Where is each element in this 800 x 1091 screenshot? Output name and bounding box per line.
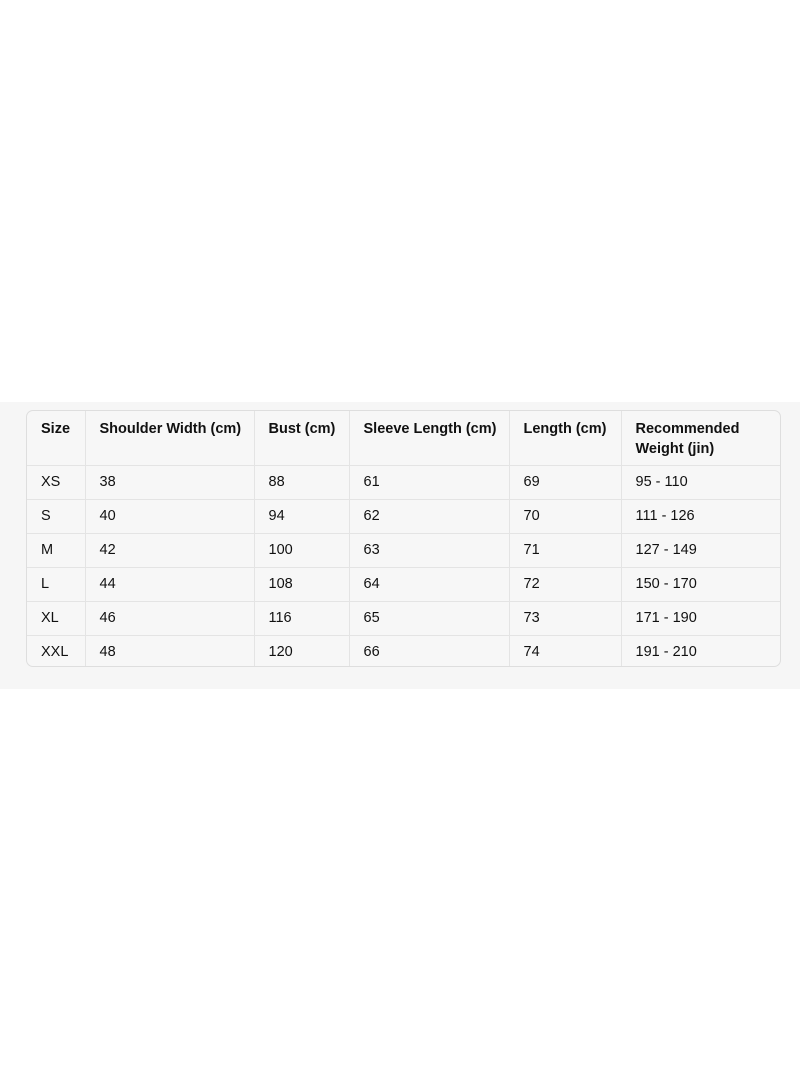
cell-bust: 108	[254, 567, 349, 601]
cell-shoulder-width: 40	[85, 499, 254, 533]
cell-size: XL	[27, 601, 85, 635]
header-bust: Bust (cm)	[254, 411, 349, 465]
cell-length: 71	[509, 533, 621, 567]
header-recommended-weight: Recommended Weight (jin)	[621, 411, 781, 465]
cell-size: XXL	[27, 635, 85, 667]
header-sleeve-length: Sleeve Length (cm)	[349, 411, 509, 465]
cell-bust: 116	[254, 601, 349, 635]
cell-size: M	[27, 533, 85, 567]
table-row	[27, 567, 781, 601]
cell-recommended-weight: 191 - 210	[635, 644, 697, 661]
table-row	[27, 635, 781, 667]
cell-length: 74	[509, 635, 621, 667]
cell-recommended-weight: 95 - 110	[621, 465, 781, 499]
cell-length: 69	[509, 465, 621, 499]
size-chart-table	[27, 411, 781, 667]
size-chart-table-container	[26, 410, 781, 667]
cell-length: 70	[509, 499, 621, 533]
table-row	[27, 499, 781, 533]
cell-recommended-weight: 127 - 149	[621, 533, 781, 567]
cell-shoulder-width: 48	[85, 635, 254, 667]
header-length: Length (cm)	[509, 411, 621, 465]
cell-sleeve-length: 65	[349, 601, 509, 635]
cell-recommended-weight: 171 - 190	[621, 601, 781, 635]
cell-shoulder-width: 42	[85, 533, 254, 567]
cell-size: L	[27, 567, 85, 601]
cell-shoulder-width: 46	[85, 601, 254, 635]
cell-bust: 94	[254, 499, 349, 533]
cell-length: 72	[509, 567, 621, 601]
cell-bust: 100	[254, 533, 349, 567]
cell-sleeve-length: 63	[349, 533, 509, 567]
cell-size: XS	[27, 465, 85, 499]
cell-sleeve-length: 61	[349, 465, 509, 499]
cell-length: 73	[509, 601, 621, 635]
cell-sleeve-length: 64	[349, 567, 509, 601]
cell-sleeve-length: 66	[349, 635, 509, 667]
cell-bust: 88	[254, 465, 349, 499]
cell-size: S	[27, 499, 85, 533]
header-size: Size	[27, 411, 85, 465]
cell-shoulder-width: 38	[85, 465, 254, 499]
table-row	[27, 465, 781, 499]
cell-sleeve-length: 62	[349, 499, 509, 533]
table-row	[27, 533, 781, 567]
cell-recommended-weight: 111 - 126	[621, 499, 781, 533]
cell-shoulder-width: 44	[85, 567, 254, 601]
header-shoulder-width: Shoulder Width (cm)	[85, 411, 254, 465]
table-header-row	[27, 411, 781, 465]
cell-bust: 120	[254, 635, 349, 667]
cell-recommended-weight: 150 - 170	[621, 567, 781, 601]
table-row	[27, 601, 781, 635]
